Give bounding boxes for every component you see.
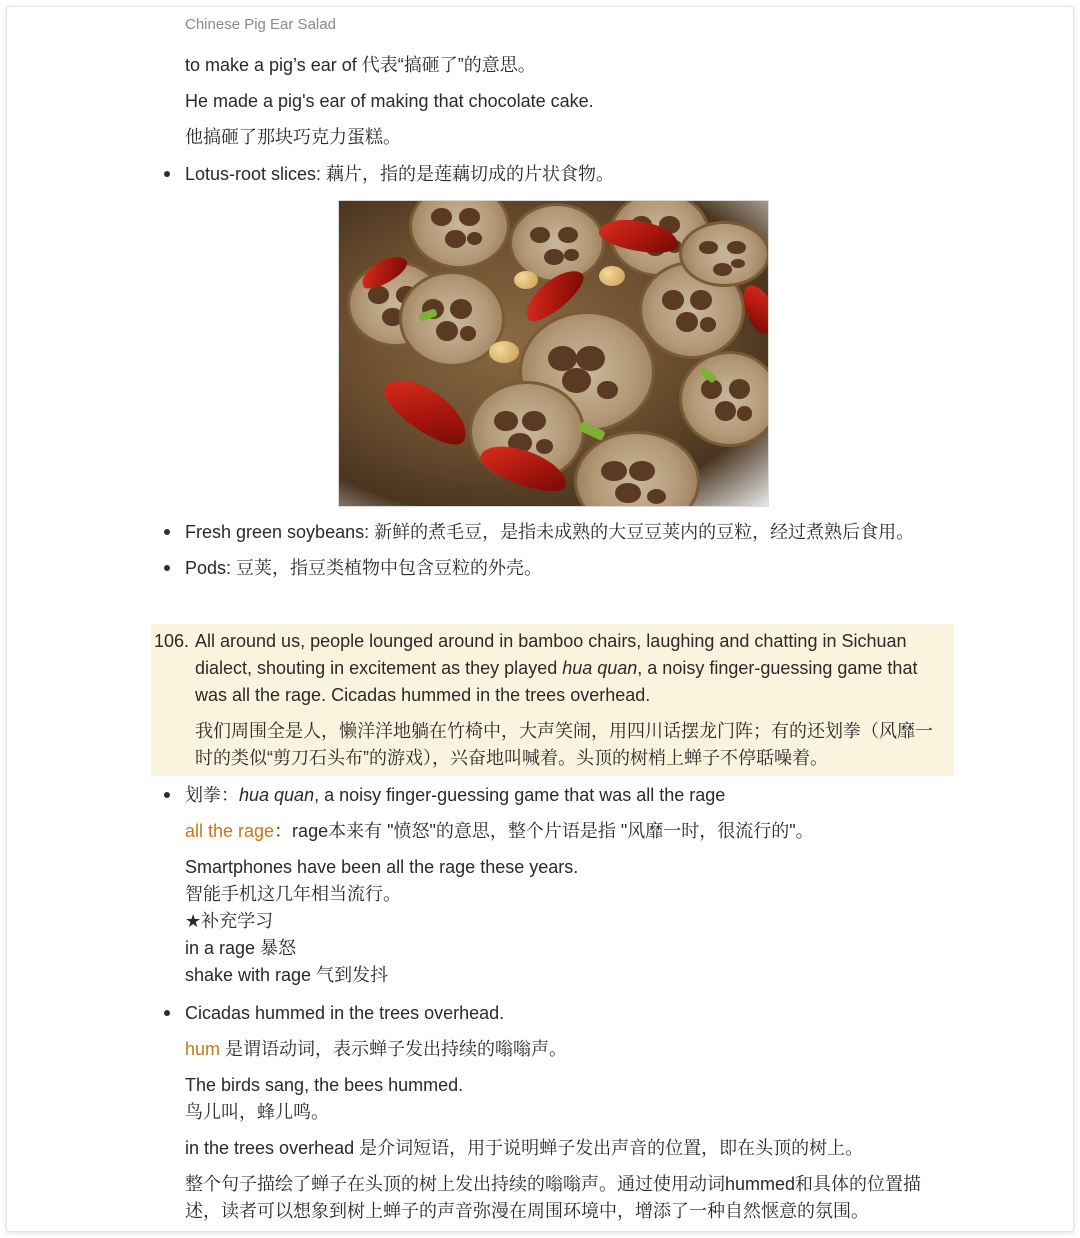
pig-ear-line-3: 他搞砸了那块巧克力蛋糕。 bbox=[185, 127, 401, 147]
lotus-slice bbox=[679, 351, 769, 447]
rage-example-4: in a rage 暴怒 bbox=[185, 938, 297, 958]
bullet-dot bbox=[164, 1010, 170, 1016]
text-span: , a noisy finger-guessing game that was all the rage bbox=[314, 785, 726, 805]
hua-quan-italic: hua quan bbox=[239, 785, 315, 805]
item-106-chinese-line-2: 时的类似“剪刀石头布”的游戏），兴奋地叫喊着。头顶的树梢上蝉子不停聒噪着。 bbox=[195, 748, 828, 768]
bullet-dot bbox=[164, 792, 170, 798]
bullet-pods: Pods: 豆荚，指豆类植物中包含豆粒的外壳。 bbox=[185, 558, 543, 578]
rage-example-1: Smartphones have been all the rage these years. bbox=[185, 857, 579, 877]
bullet-dot bbox=[164, 171, 170, 177]
item-106-number: 106. bbox=[154, 631, 190, 651]
lotus-slice bbox=[679, 221, 769, 287]
bullet-dot bbox=[164, 529, 170, 535]
hum-example-2: 鸟儿叫，蜂儿鸣。 bbox=[185, 1102, 329, 1122]
bullet-green-soybeans: Fresh green soybeans: 新鲜的煮毛豆，是指未成熟的大豆豆荚内的豆粒，经过煮熟后食用。 bbox=[185, 522, 915, 542]
pig-ear-line-1: to make a pig’s ear of 代表“搞砸了”的意思。 bbox=[185, 55, 536, 75]
text-span: , a noisy finger-guessing game that bbox=[637, 658, 918, 678]
rage-example-5: shake with rage 气到发抖 bbox=[185, 965, 389, 985]
bullet-cicadas: Cicadas hummed in the trees overhead. bbox=[185, 1003, 505, 1023]
text-span: dialect, shouting in excitement as they played bbox=[195, 658, 563, 678]
text-span: ：rage本来有 "愤怒"的意思，整个片语是指 "风靡一时，很流行的"。 bbox=[274, 821, 814, 841]
bullet-hua-quan bbox=[185, 782, 725, 809]
summary-line-1: 整个句子描绘了蝉子在头顶的树上发出持续的嗡嗡声。通过使用动词hummed和具体的位置描 bbox=[185, 1174, 922, 1194]
hum-example-1: The birds sang, the bees hummed. bbox=[185, 1075, 464, 1095]
soybean bbox=[514, 271, 538, 289]
summary-line-2: 述，读者可以想象到树上蝉子的声音弥漫在周围环境中，增添了一种自然惬意的氛围。 bbox=[185, 1201, 869, 1221]
text-span: 划拳： bbox=[185, 785, 239, 805]
hum-explanation bbox=[185, 1036, 567, 1063]
rage-example-2: 智能手机这几年相当流行。 bbox=[185, 884, 401, 904]
pig-ear-line-2: He made a pig's ear of making that chocolate cake. bbox=[185, 91, 594, 111]
hua-quan-italic: hua quan bbox=[562, 658, 638, 678]
item-106-english-line-3: was all the rage. Cicadas hummed in the trees overhead. bbox=[195, 685, 651, 705]
soybean bbox=[489, 341, 519, 363]
all-the-rage-explanation bbox=[185, 818, 814, 845]
overhead-explanation: in the trees overhead 是介词短语，用于说明蝉子发出声音的位置，即在头顶的树上。 bbox=[185, 1138, 864, 1158]
item-106-english-line-2 bbox=[195, 655, 917, 682]
item-106-english-line-1: All around us, people lounged around in bamboo chairs, laughing and chatting in Sichuan bbox=[195, 631, 907, 651]
document-page bbox=[6, 6, 1074, 1232]
soybean bbox=[599, 266, 625, 286]
term-hum: hum bbox=[185, 1039, 221, 1059]
lotus-root-photo bbox=[338, 200, 769, 507]
rage-example-3: ★补充学习 bbox=[185, 911, 274, 931]
bullet-lotus-root: Lotus-root slices: 藕片，指的是莲藕切成的片状食物。 bbox=[185, 164, 615, 184]
term-all-the-rage: all the rage bbox=[185, 821, 275, 841]
page-breadcrumb[interactable]: Chinese Pig Ear Salad bbox=[185, 16, 336, 33]
item-106-chinese-line-1: 我们周围全是人，懒洋洋地躺在竹椅中，大声笑闹，用四川话摆龙门阵；有的还划拳（风靡一 bbox=[195, 721, 933, 741]
text-span: 是谓语动词，表示蝉子发出持续的嗡嗡声。 bbox=[220, 1039, 568, 1059]
bullet-dot bbox=[164, 565, 170, 571]
